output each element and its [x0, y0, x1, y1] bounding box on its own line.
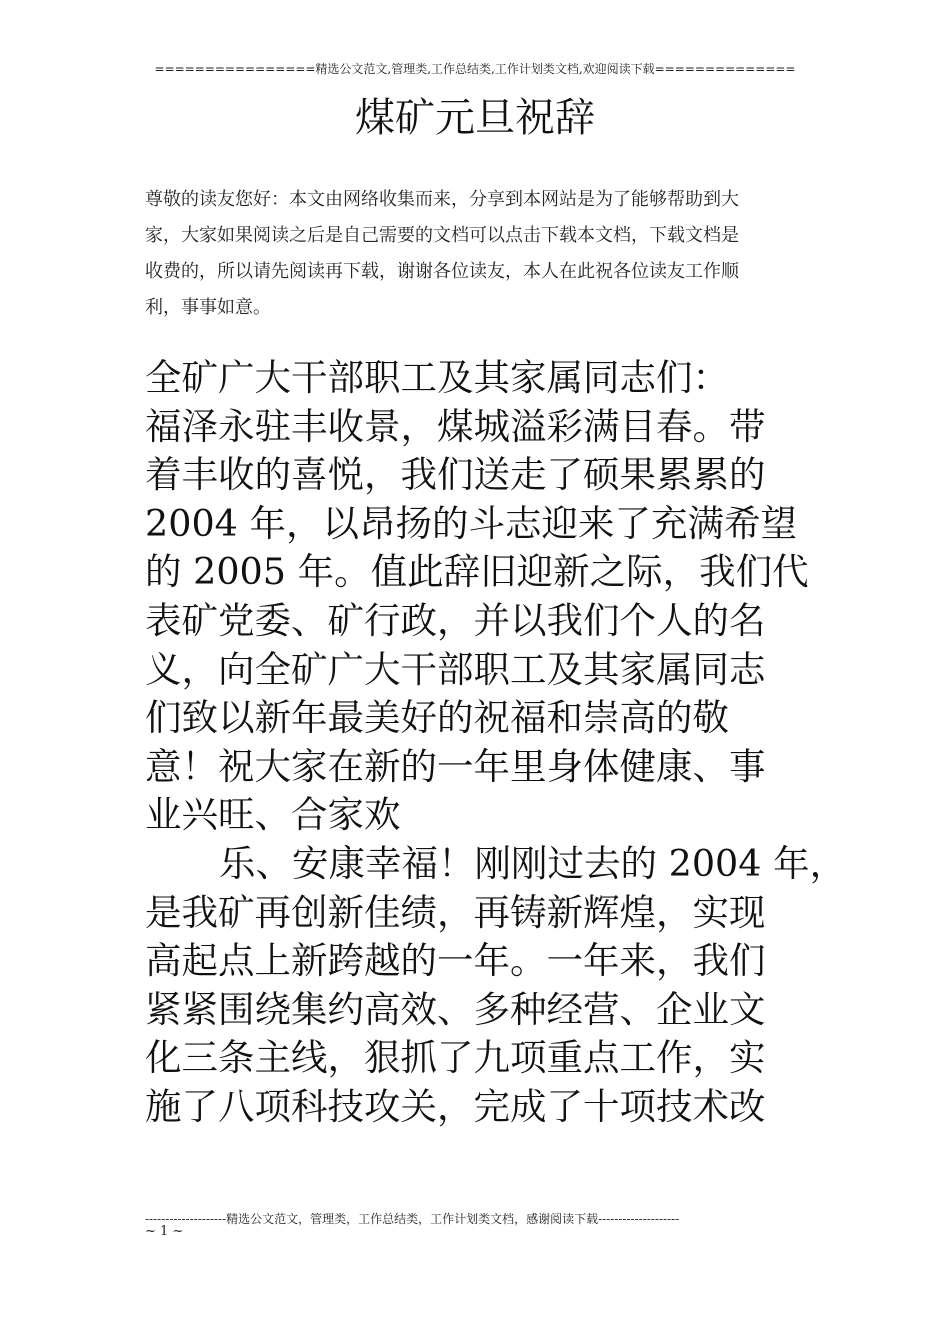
reader-notice: [145, 182, 810, 326]
body-line: 紧紧围绕集约高效、多种经营、企业文: [145, 987, 766, 1031]
body-line: 意！祝大家在新的一年里身体健康、事: [145, 744, 766, 788]
body-line: 2004 年，以昂扬的斗志迎来了充满希望: [145, 501, 797, 545]
notice-line: 家，大家如果阅读之后是自己需要的文档可以点击下载本文档，下载文档是: [145, 225, 739, 246]
body-line: 着丰收的喜悦，我们送走了硕果累累的: [145, 453, 766, 497]
body-line: 高起点上新跨越的一年。一年来，我们: [145, 939, 766, 983]
body-line: 们致以新年最美好的祝福和崇高的敬: [145, 696, 729, 740]
page-number: ~ 1 ~: [145, 1224, 184, 1239]
footer-banner: --------------------精选公文范文，管理类，工作总结类，工作计划类文档，感谢阅读下载--------------------: [145, 1212, 680, 1226]
body-line: 施了八项科技攻关，完成了十项技术改: [145, 1084, 766, 1128]
document-title: 煤矿元旦祝辞: [355, 95, 595, 141]
notice-line: 尊敬的读友您好：本文由网络收集而来，分享到本网站是为了能够帮助到大: [145, 189, 739, 210]
notice-line: 利，事事如意。: [145, 297, 271, 318]
body-line: 化三条主线，狠抓了九项重点工作，实: [145, 1036, 766, 1080]
body-line: 是我矿再创新佳绩，再铸新辉煌，实现: [145, 890, 766, 934]
body-line: 表矿党委、矿行政，并以我们个人的名: [145, 598, 766, 642]
salutation: 全矿广大干部职工及其家属同志们：: [145, 356, 729, 399]
body-line-indented: 乐、安康幸福！刚刚过去的 2004 年，: [219, 841, 847, 885]
body-line: 业兴旺、合家欢: [145, 793, 401, 837]
notice-line: 收费的，所以请先阅读再下载，谢谢各位读友，本人在此祝各位读友工作顺: [145, 261, 739, 282]
body-line: 福泽永驻丰收景，煤城溢彩满目春。带: [145, 404, 766, 448]
speech-body: [145, 354, 847, 1132]
header-banner: ================精选公文范文,管理类,工作总结类,工作计划类文档,欢迎阅读下载==============: [154, 62, 796, 76]
body-line: 的 2005 年。值此辞旧迎新之际，我们代: [145, 550, 809, 594]
body-line: 义，向全矿广大干部职工及其家属同志: [145, 647, 766, 691]
